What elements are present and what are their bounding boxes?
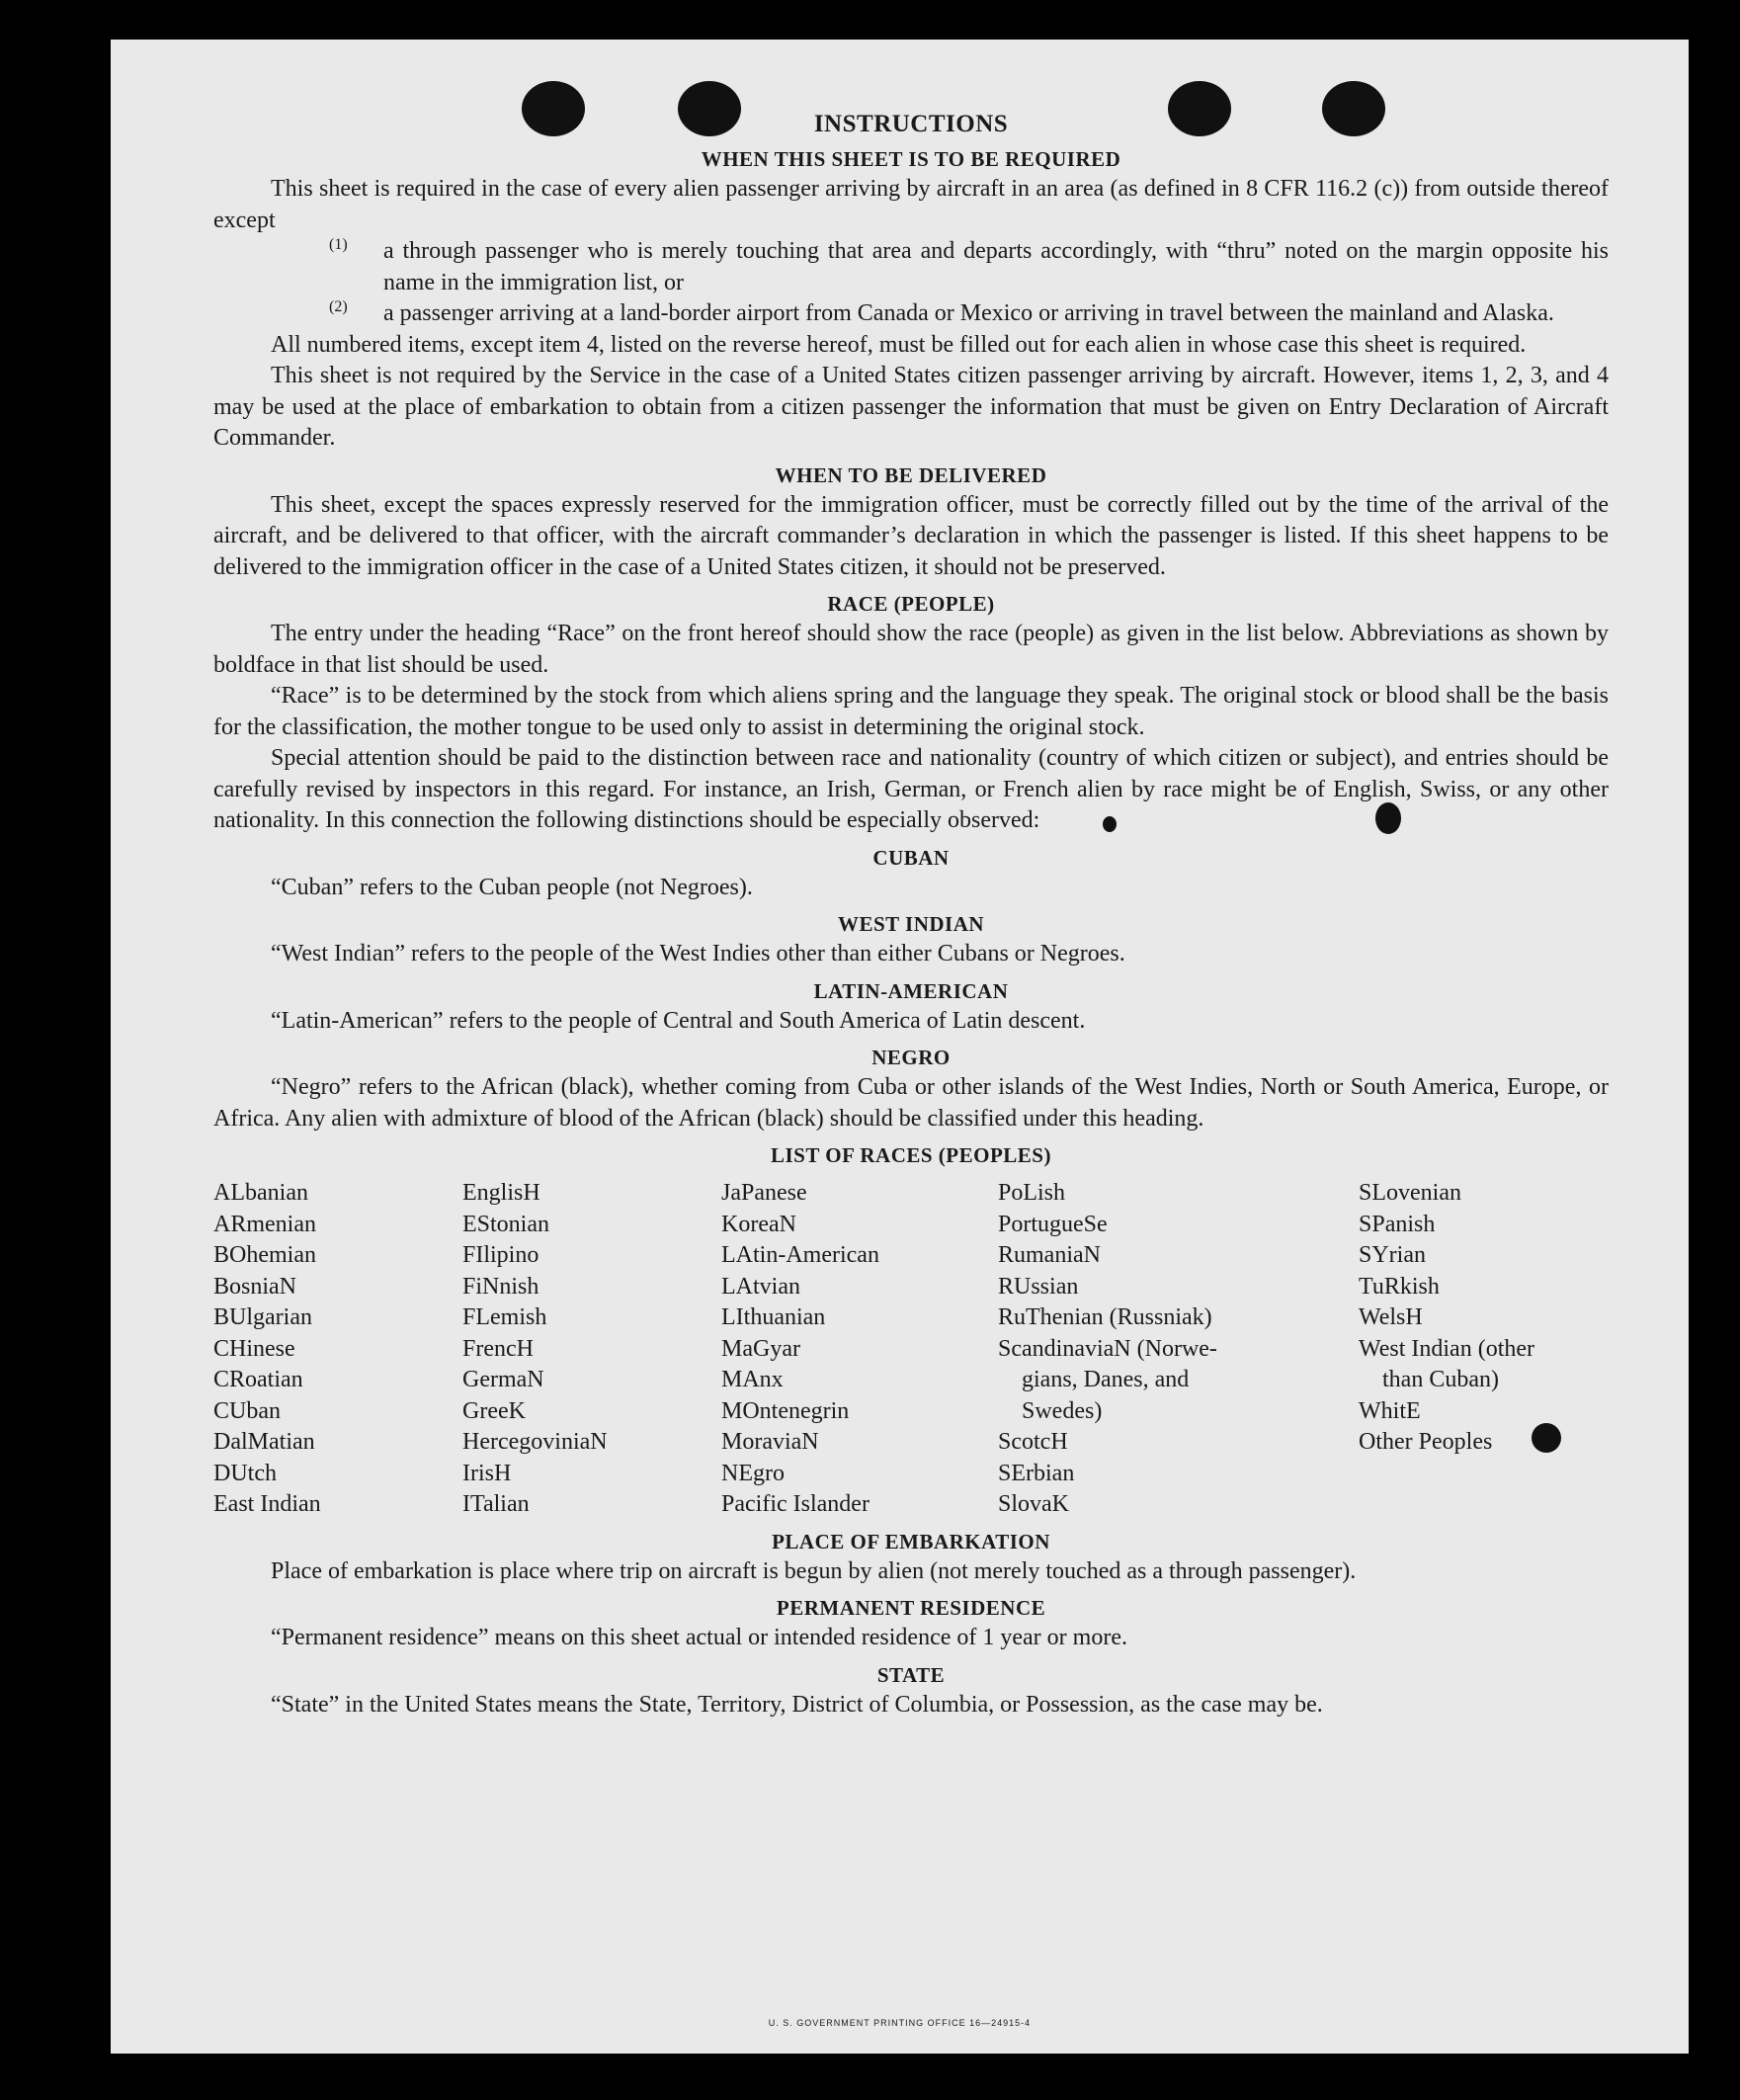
race-item: FrencH: [462, 1335, 534, 1362]
exception-item-1: [213, 236, 1609, 298]
paragraph-delivered: This sheet, except the spaces expressly reserved for the immigration officer, must be correctly filled out by the time of the arrival of the aircraft, and be delivered to that officer, with the aircraft commander’s declaration in which the passenger is listed. If this sheet happens to be delivered to the immigration officer in the case of a United States citizen, it should not be preserved.: [213, 491, 1609, 580]
race-item: PoLish: [998, 1180, 1066, 1206]
race-item: DUtch: [213, 1460, 277, 1486]
race-item: ScotcH: [998, 1429, 1068, 1455]
race-item: MAnx: [721, 1367, 784, 1392]
race-item: SPanish: [1359, 1211, 1436, 1237]
race-item: East Indian: [213, 1491, 321, 1517]
race-item: LAtin-American: [721, 1242, 879, 1268]
race-item: BosniaN: [213, 1273, 296, 1300]
race-item: GreeK: [462, 1397, 526, 1424]
heading-west-indian: WEST INDIAN: [837, 912, 985, 936]
instructions-body: [213, 111, 1609, 1721]
paragraph-race-3: Special attention should be paid to the distinction between race and nationality (country of which citizen or subject), and entries should be carefully revised by inspectors in this regard. For instance, an Irish, German, or French alien by race might be of English, Swiss, or any other nationality. In this connection the following distinctions should be especially observed:: [213, 745, 1609, 833]
race-item: IrisH: [462, 1460, 512, 1486]
race-item: MaGyar: [721, 1335, 800, 1362]
races-column-5: [1359, 1178, 1609, 1521]
race-item: West Indian (other: [1359, 1335, 1535, 1362]
race-item: FiNnish: [462, 1273, 539, 1300]
paragraph-latin-american: “Latin-American” refers to the people of Central and South America of Latin descent.: [271, 1007, 1086, 1034]
heading-residence: PERMANENT RESIDENCE: [776, 1596, 1046, 1620]
paragraph-embarkation: Place of embarkation is place where trip on aircraft is begun by alien (not merely touched as a through passenger).: [271, 1557, 1357, 1584]
races-column-1: [213, 1178, 462, 1521]
paragraph-cuban: “Cuban” refers to the Cuban people (not Negroes).: [271, 874, 753, 900]
heading-state: STATE: [876, 1662, 946, 1687]
printer-imprint: U. S. GOVERNMENT PRINTING OFFICE 16—24915-4: [768, 2018, 1032, 2028]
heading-when-required: WHEN THIS SHEET IS TO BE REQUIRED: [701, 147, 1121, 171]
heading-latin-american: LATIN-AMERICAN: [813, 978, 1009, 1003]
heading-race: RACE (PEOPLE): [827, 592, 995, 616]
race-item: ITalian: [462, 1491, 530, 1517]
race-item: HercegoviniaN: [462, 1429, 608, 1455]
heading-negro: NEGRO: [871, 1046, 951, 1069]
race-item: RuThenian (Russniak): [998, 1304, 1212, 1330]
item-number: (2): [329, 298, 348, 315]
paragraph-numbered-items: All numbered items, except item 4, listed on the reverse hereof, must be filled out for each alien in whose case this sheet is required.: [271, 331, 1527, 358]
race-item: EnglisH: [462, 1180, 540, 1206]
item-text: a through passenger who is merely touching that area and departs accordingly, with “thru” noted on the margin opposite his name in the immigration list, or: [383, 238, 1609, 295]
race-item: FIlipino: [462, 1242, 539, 1268]
race-item: GermaN: [462, 1367, 544, 1392]
race-item: LIthuanian: [721, 1304, 826, 1330]
heading-embarkation: PLACE OF EMBARKATION: [772, 1529, 1050, 1554]
paragraph-residence: “Permanent residence” means on this sheet actual or intended residence of 1 year or more.: [271, 1625, 1127, 1650]
race-item: ARmenian: [213, 1211, 316, 1237]
page-title: INSTRUCTIONS: [813, 111, 1009, 137]
race-item: BOhemian: [213, 1242, 316, 1268]
heading-list-of-races: LIST OF RACES (PEOPLES): [771, 1143, 1051, 1167]
race-item: MOntenegrin: [721, 1397, 850, 1424]
races-column-2: [462, 1178, 721, 1521]
race-item: FLemish: [462, 1304, 547, 1330]
race-item: ALbanian: [213, 1180, 308, 1206]
races-column-3: [721, 1178, 998, 1521]
document-page: [111, 40, 1689, 2054]
race-item: WhitE: [1359, 1397, 1421, 1424]
race-item: PortugueSe: [998, 1211, 1108, 1237]
races-column-4: [998, 1178, 1359, 1521]
paragraph-negro: “Negro” refers to the African (black), whether coming from Cuba or other islands of the West Indies, North or South America, Europe, or Africa. Any alien with admixture of blood of the African (black) should be classified under this heading.: [213, 1074, 1609, 1132]
race-item-continued: Swedes): [1022, 1397, 1103, 1424]
item-number: (1): [329, 236, 348, 253]
race-item: WelsH: [1359, 1304, 1423, 1330]
paragraph-state: “State” in the United States means the State, Territory, District of Columbia, or Possession, as the case may be.: [271, 1691, 1323, 1718]
paragraph-required-intro: This sheet is required in the case of every alien passenger arriving by aircraft in an area (as defined in 8 CFR 116.2 (c)) from outside thereof except: [213, 176, 1609, 233]
exception-item-2: [213, 298, 1609, 330]
race-item: SlovaK: [998, 1491, 1069, 1517]
race-item: RumaniaN: [998, 1242, 1101, 1268]
race-item-continued: gians, Danes, and: [1022, 1367, 1190, 1392]
paragraph-west-indian: “West Indian” refers to the people of the West Indies other than either Cubans or Negroes.: [271, 941, 1125, 966]
paragraph-citizen: This sheet is not required by the Service in the case of a United States citizen passenger arriving by aircraft. However, items 1, 2, 3, and 4 may be used at the place of embarkation to obtain from a citizen passenger the information that must be given on Entry Declaration of Aircraft Commander.: [213, 363, 1609, 451]
race-item: LAtvian: [721, 1273, 800, 1300]
race-item: NEgro: [721, 1460, 785, 1486]
race-item: RUssian: [998, 1273, 1079, 1300]
race-item: Other Peoples: [1359, 1429, 1493, 1455]
race-item: JaPanese: [721, 1180, 807, 1206]
heading-when-delivered: WHEN TO BE DELIVERED: [775, 462, 1047, 487]
race-item: SErbian: [998, 1460, 1075, 1486]
race-item: DalMatian: [213, 1429, 315, 1455]
race-item: ScandinaviaN (Norwe-: [998, 1335, 1217, 1362]
item-text: a passenger arriving at a land-border airport from Canada or Mexico or arriving in travel between the mainland and Alaska.: [383, 300, 1554, 326]
race-item: MoraviaN: [721, 1429, 819, 1455]
race-item: CUban: [213, 1397, 281, 1424]
race-item: CHinese: [213, 1335, 295, 1362]
paragraph-race-2: “Race” is to be determined by the stock from which aliens spring and the language they speak. The original stock or blood shall be the basis for the classification, the mother tongue to be used only to assist in determining the original stock.: [213, 683, 1609, 740]
race-item: EStonian: [462, 1211, 549, 1237]
race-item: Pacific Islander: [721, 1491, 870, 1517]
race-item: TuRkish: [1359, 1273, 1440, 1300]
race-item-continued: than Cuban): [1382, 1367, 1499, 1392]
race-item: SLovenian: [1359, 1180, 1461, 1206]
heading-cuban: CUBAN: [872, 845, 950, 870]
race-item: KoreaN: [721, 1211, 796, 1237]
races-list: [213, 1178, 1609, 1521]
race-item: CRoatian: [213, 1367, 303, 1392]
paragraph-race-1: The entry under the heading “Race” on the front hereof should show the race (people) as given in the list below. Abbreviations as shown by boldface in that list should be used.: [213, 621, 1609, 678]
race-item: SYrian: [1359, 1242, 1426, 1268]
race-item: BUlgarian: [213, 1304, 312, 1330]
